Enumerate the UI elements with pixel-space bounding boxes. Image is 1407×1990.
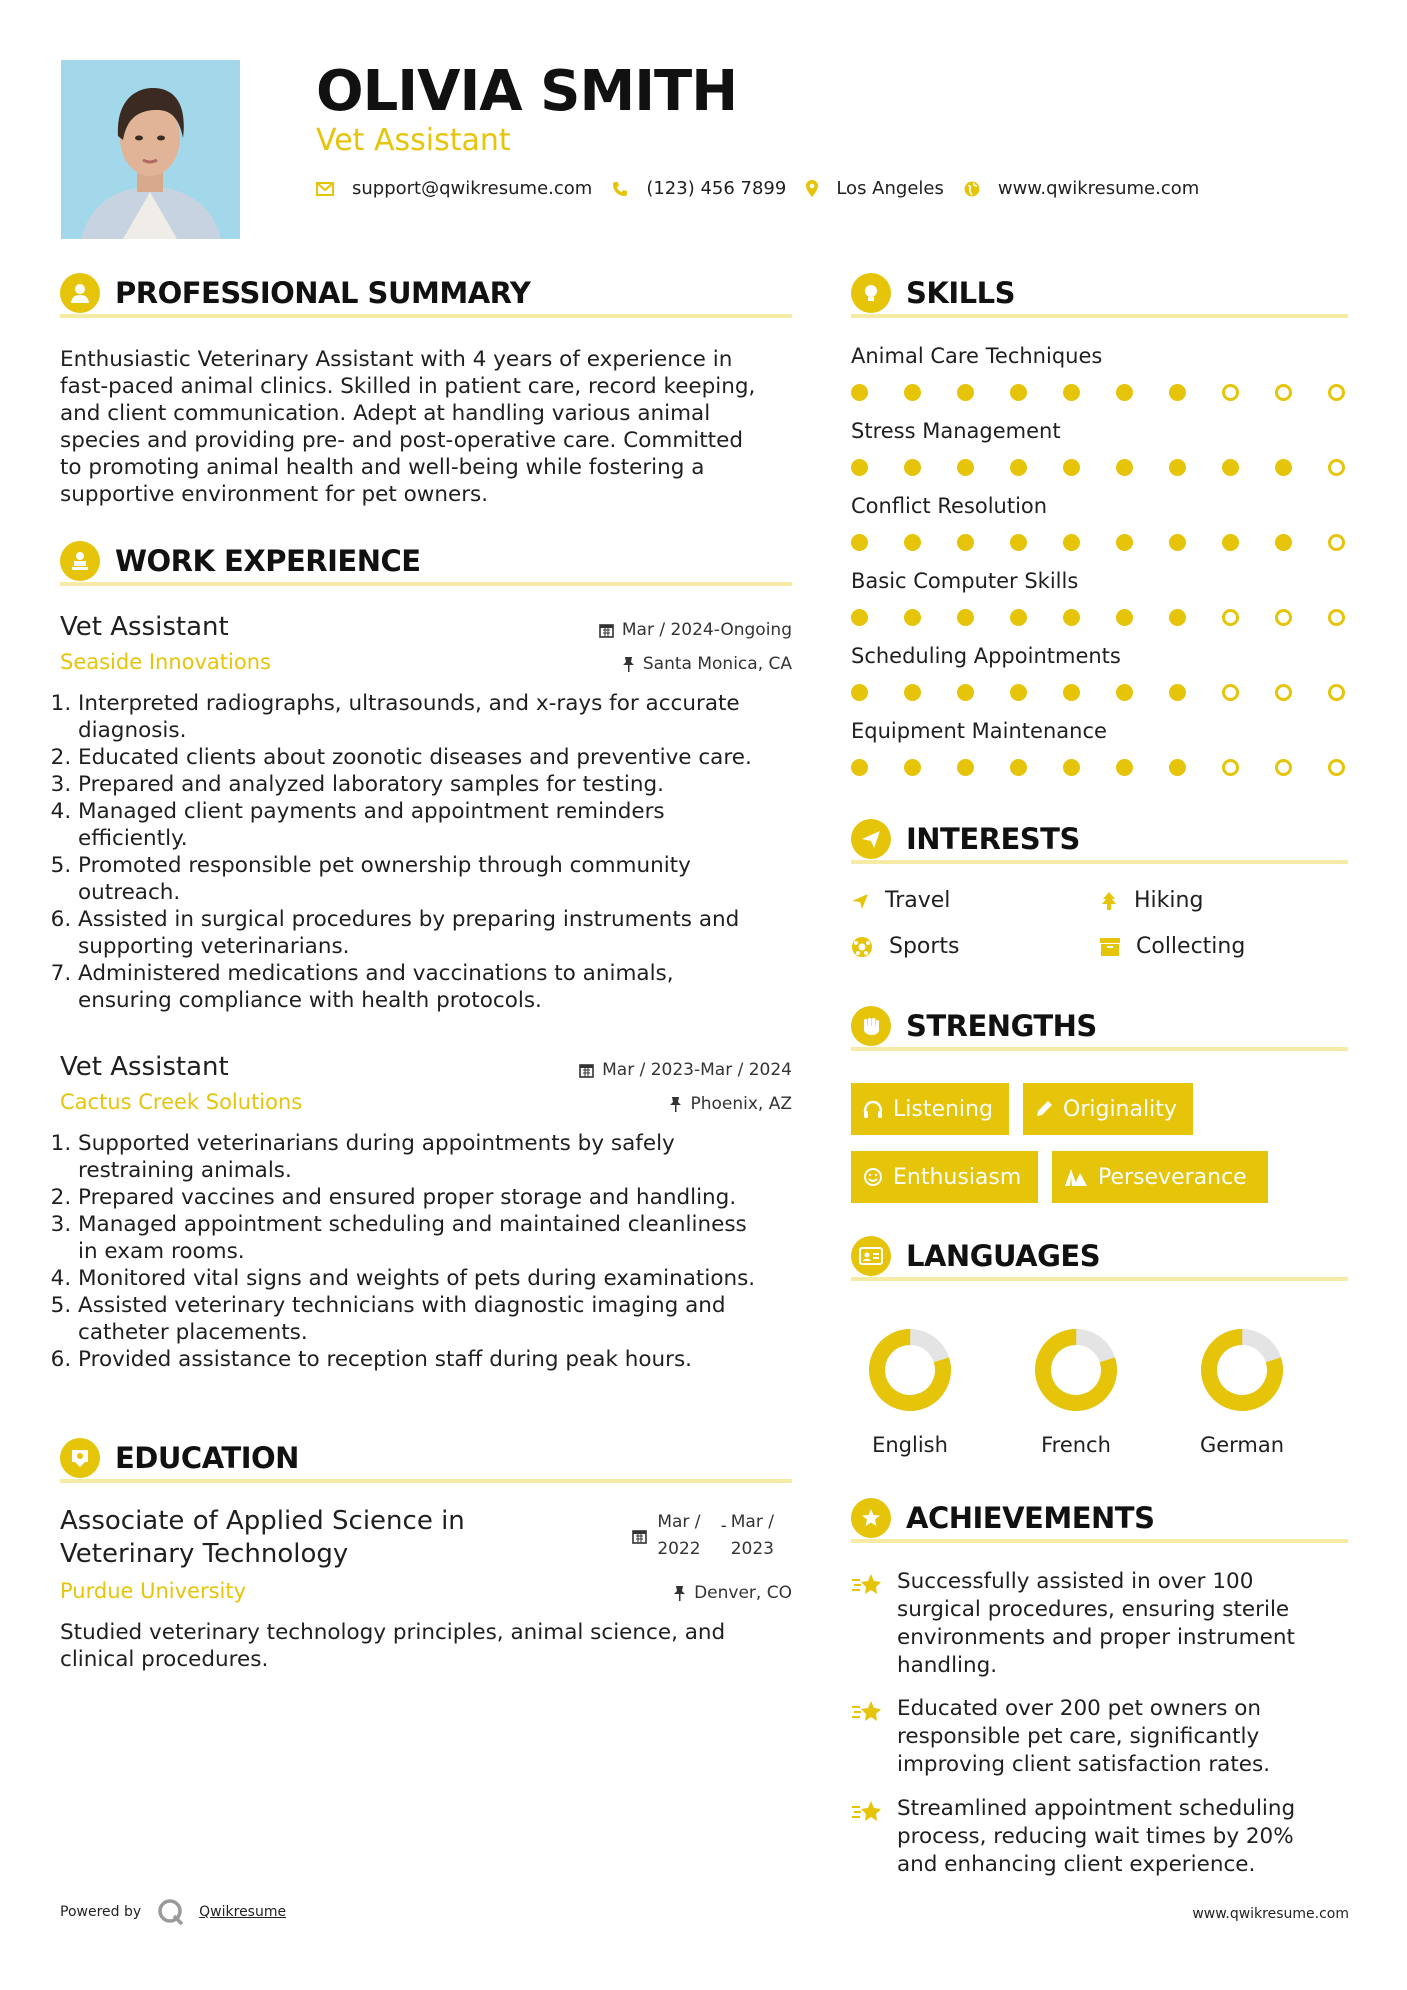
languages-heading (851, 1235, 1348, 1281)
rating-dot-filled (1116, 609, 1133, 626)
rating-dot-filled (1010, 534, 1027, 551)
list-item: 2. Educated clients about zoonotic diseases and preventive care. (78, 744, 792, 771)
rating-dot-empty (1328, 384, 1345, 401)
fist-icon (851, 1006, 891, 1046)
tree-icon (1100, 891, 1118, 911)
soccer-ball-icon (851, 936, 873, 958)
skill-name: Equipment Maintenance (851, 719, 1107, 743)
rating-dot-filled (1169, 759, 1186, 776)
rating-dot-empty (1275, 759, 1292, 776)
duties-list (60, 1130, 792, 1373)
globe-icon (964, 181, 980, 197)
rating-dot-filled (904, 684, 921, 701)
summary-line: to promoting animal health and well-being while fostering a (60, 455, 705, 480)
pencil-icon (1035, 1100, 1053, 1118)
job-entry (60, 612, 792, 1014)
calendar-icon (599, 623, 614, 638)
powered-by-text: Powered by (60, 1904, 142, 1920)
rating-dot-empty (1222, 384, 1239, 401)
map-pin-icon (806, 180, 818, 197)
rating-dot-filled (1063, 384, 1080, 401)
skill-rating (851, 534, 1351, 556)
company-name: Seaside Innovations (60, 650, 271, 674)
rating-dot-empty (1328, 459, 1345, 476)
contact-location (806, 178, 944, 199)
rating-dot-empty (1328, 759, 1345, 776)
summary-line: fast-paced animal clinics. Skilled in patient care, record keeping, (60, 374, 756, 399)
rating-dot-filled (1116, 459, 1133, 476)
ring-fill (868, 1328, 951, 1411)
achievement-item: Successfully assisted in over 100 surgical procedures, ensuring sterile environments and proper instrument handling. (851, 1568, 1321, 1680)
list-item: 6. Assisted in surgical procedures by preparing instruments and supporting veterinarians. (78, 906, 792, 960)
shooting-star-icon (851, 1572, 883, 1598)
language-item: French (1011, 1325, 1141, 1457)
rating-dot-empty (1328, 534, 1345, 551)
phone-text: (123) 456 7899 (646, 178, 787, 199)
job-location (622, 654, 792, 674)
language-proficiency-ring (865, 1325, 955, 1415)
summary-text (60, 346, 792, 508)
rating-dot-filled (851, 759, 868, 776)
language-proficiency-ring (1197, 1325, 1287, 1415)
contact-phone[interactable] (612, 178, 786, 199)
strengths-heading (851, 1005, 1348, 1051)
skills-title: SKILLS (906, 276, 1015, 310)
shooting-star-icon (851, 1699, 883, 1725)
shooting-star-icon (851, 1799, 883, 1825)
skill-rating (851, 609, 1351, 631)
rating-dot-filled (1169, 609, 1186, 626)
rating-dot-empty (1222, 609, 1239, 626)
interests-title: INTERESTS (906, 822, 1080, 856)
rating-dot-empty (1275, 609, 1292, 626)
candidate-title: Vet Assistant (316, 123, 511, 158)
list-item: 6. Provided assistance to reception staff during peak hours. (78, 1346, 792, 1373)
plane-icon (851, 892, 869, 910)
job-title: Vet Assistant (60, 1052, 229, 1082)
pushpin-icon (669, 1096, 682, 1112)
summary-line: Enthusiastic Veterinary Assistant with 4 years of experience in (60, 347, 733, 372)
graduation-icon (60, 1438, 100, 1478)
skill-name: Scheduling Appointments (851, 644, 1121, 668)
envelope-icon (316, 182, 334, 196)
rating-dot-filled (1063, 684, 1080, 701)
rating-dot-empty (1222, 759, 1239, 776)
list-item: 3. Prepared and analyzed laboratory samples for testing. (78, 771, 792, 798)
summary-line: species and providing pre- and post-operative care. Committed (60, 428, 743, 453)
degree-title: Associate of Applied Science in Veterinary Technology (60, 1506, 465, 1569)
calendar-icon (632, 1529, 647, 1544)
summary-line: and client communication. Adept at handling various animal (60, 401, 711, 426)
star-badge-icon (851, 1498, 891, 1538)
skill-name: Animal Care Techniques (851, 344, 1103, 368)
summary-heading (60, 272, 792, 318)
job-title: Vet Assistant (60, 612, 229, 642)
rating-dot-filled (851, 384, 868, 401)
website-text: www.qwikresume.com (997, 178, 1200, 199)
rating-dot-filled (1116, 384, 1133, 401)
rating-dot-filled (904, 459, 921, 476)
archive-box-icon (1100, 938, 1120, 956)
rating-dot-filled (904, 759, 921, 776)
rating-dot-filled (851, 684, 868, 701)
language-proficiency-ring (1031, 1325, 1121, 1415)
rating-dot-filled (1063, 759, 1080, 776)
pushpin-icon (622, 656, 635, 672)
rating-dot-empty (1222, 684, 1239, 701)
rating-dot-filled (851, 609, 868, 626)
rating-dot-filled (957, 384, 974, 401)
interest-item: Travel (851, 888, 950, 913)
rating-dot-filled (1063, 459, 1080, 476)
company-name: Cactus Creek Solutions (60, 1090, 303, 1114)
rating-dot-filled (1010, 609, 1027, 626)
rating-dot-filled (1222, 459, 1239, 476)
education-dates: Mar / 2022 - Mar / 2023 (632, 1509, 774, 1563)
strength-badge: Enthusiasm (851, 1151, 1038, 1203)
strength-badge: Listening (851, 1083, 1009, 1135)
language-item: German (1177, 1325, 1307, 1457)
rating-dot-empty (1275, 684, 1292, 701)
education-description: Studied veterinary technology principles, animal science, and clinical procedures. (60, 1620, 726, 1672)
interest-item: Sports (851, 934, 960, 959)
rating-dot-filled (904, 384, 921, 401)
rating-dot-filled (1116, 759, 1133, 776)
rating-dot-filled (1010, 459, 1027, 476)
rating-dot-filled (1275, 459, 1292, 476)
languages-title: LANGUAGES (906, 1239, 1101, 1273)
strength-badge: Originality (1023, 1083, 1193, 1135)
rating-dot-filled (904, 609, 921, 626)
rating-dot-filled (957, 459, 974, 476)
rating-dot-filled (1010, 684, 1027, 701)
education-heading (60, 1437, 792, 1483)
location-text: Los Angeles (836, 178, 944, 199)
rating-dot-empty (1275, 384, 1292, 401)
list-item: 4. Managed client payments and appointment reminders efficiently. (78, 798, 792, 852)
list-item: 5. Promoted responsible pet ownership through community outreach. (78, 852, 792, 906)
profile-photo (61, 60, 240, 239)
experience-heading (60, 540, 792, 586)
ring-fill (1034, 1328, 1117, 1411)
footer-powered-by (60, 1898, 286, 1926)
rating-dot-filled (1116, 684, 1133, 701)
list-item: 5. Assisted veterinary technicians with diagnostic imaging and catheter placements. (78, 1292, 792, 1346)
ring-fill (1200, 1328, 1283, 1411)
smile-icon (863, 1167, 883, 1187)
skill-rating (851, 384, 1351, 406)
job-dates-text: Mar / 2023-Mar / 2024 (602, 1060, 792, 1080)
interest-item: Hiking (1100, 888, 1203, 913)
skills-heading (851, 272, 1348, 318)
lightbulb-icon (851, 273, 891, 313)
duties-list (60, 690, 792, 1014)
candidate-name: OLIVIA SMITH (316, 59, 738, 124)
skill-name: Basic Computer Skills (851, 569, 1079, 593)
achievements-heading (851, 1497, 1348, 1543)
skill-rating (851, 684, 1351, 706)
job-location (669, 1094, 792, 1114)
qwikresume-logo-icon (157, 1898, 185, 1926)
job-dates (599, 620, 792, 640)
list-item: 1. Supported veterinarians during appointments by safely restraining animals. (78, 1130, 792, 1184)
list-item: 4. Monitored vital signs and weights of pets during examinations. (78, 1265, 792, 1292)
contact-email[interactable] (316, 178, 592, 199)
strength-badge: Perseverance (1052, 1151, 1268, 1203)
rating-dot-filled (1010, 384, 1027, 401)
rating-dot-filled (851, 459, 868, 476)
phone-icon (612, 181, 628, 197)
rating-dot-filled (1169, 384, 1186, 401)
rating-dot-filled (1063, 609, 1080, 626)
contact-bar (316, 178, 1219, 199)
job-location-text: Santa Monica, CA (642, 654, 792, 674)
rating-dot-empty (1328, 684, 1345, 701)
rating-dot-filled (957, 609, 974, 626)
headphones-icon (863, 1100, 883, 1118)
id-card-icon (851, 1236, 891, 1276)
user-icon (60, 273, 100, 313)
education-location: Denver, CO (673, 1583, 792, 1603)
experience-title: WORK EXPERIENCE (115, 544, 421, 578)
rating-dot-filled (1063, 534, 1080, 551)
rating-dot-filled (1222, 534, 1239, 551)
list-item: 3. Managed appointment scheduling and maintained cleanliness in exam rooms. (78, 1211, 792, 1265)
summary-line: supportive environment for pet owners. (60, 482, 489, 507)
rating-dot-filled (957, 684, 974, 701)
rating-dot-filled (957, 759, 974, 776)
education-entry (60, 1505, 792, 1673)
rating-dot-filled (904, 534, 921, 551)
rating-dot-filled (1169, 534, 1186, 551)
rating-dot-filled (851, 534, 868, 551)
list-item: 2. Prepared vaccines and ensured proper storage and handling. (78, 1184, 792, 1211)
rating-dot-filled (957, 534, 974, 551)
job-dates-text: Mar / 2024-Ongoing (621, 620, 792, 640)
calendar-icon (579, 1063, 594, 1078)
rating-dot-filled (1169, 684, 1186, 701)
strengths-title: STRENGTHS (906, 1009, 1097, 1043)
paper-plane-icon (851, 819, 891, 859)
achievement-item: Streamlined appointment scheduling process, reducing wait times by 20% and enhancing client experience. (851, 1795, 1321, 1879)
language-item: English (845, 1325, 975, 1457)
job-location-text: Phoenix, AZ (690, 1094, 792, 1114)
job-dates (579, 1060, 792, 1080)
skill-rating (851, 759, 1351, 781)
rating-dot-filled (1010, 759, 1027, 776)
list-item: 1. Interpreted radiographs, ultrasounds, and x-rays for accurate diagnosis. (78, 690, 792, 744)
email-text: support@qwikresume.com (352, 178, 593, 199)
school-name: Purdue University (60, 1579, 247, 1603)
brand-link[interactable]: Qwikresume (199, 1904, 287, 1920)
hikers-icon (1064, 1167, 1088, 1187)
pushpin-icon (673, 1585, 686, 1601)
rating-dot-filled (1169, 459, 1186, 476)
job-entry (60, 1052, 792, 1373)
rating-dot-filled (1275, 534, 1292, 551)
education-title: EDUCATION (115, 1441, 299, 1475)
skill-name: Stress Management (851, 419, 1061, 443)
summary-title: PROFESSIONAL SUMMARY (115, 276, 531, 310)
skill-name: Conflict Resolution (851, 494, 1048, 518)
interests-heading (851, 818, 1348, 864)
rating-dot-filled (1116, 534, 1133, 551)
rating-dot-empty (1328, 609, 1345, 626)
presenter-icon (60, 541, 100, 581)
footer-url[interactable]: www.qwikresume.com (1192, 1906, 1349, 1922)
list-item: 7. Administered medications and vaccinations to animals, ensuring compliance with health protocols. (78, 960, 792, 1014)
achievements-title: ACHIEVEMENTS (906, 1501, 1155, 1535)
achievement-item: Educated over 200 pet owners on responsible pet care, significantly improving client satisfaction rates. (851, 1695, 1321, 1779)
contact-website[interactable] (964, 178, 1199, 199)
interest-item: Collecting (1100, 934, 1245, 959)
skill-rating (851, 459, 1351, 481)
